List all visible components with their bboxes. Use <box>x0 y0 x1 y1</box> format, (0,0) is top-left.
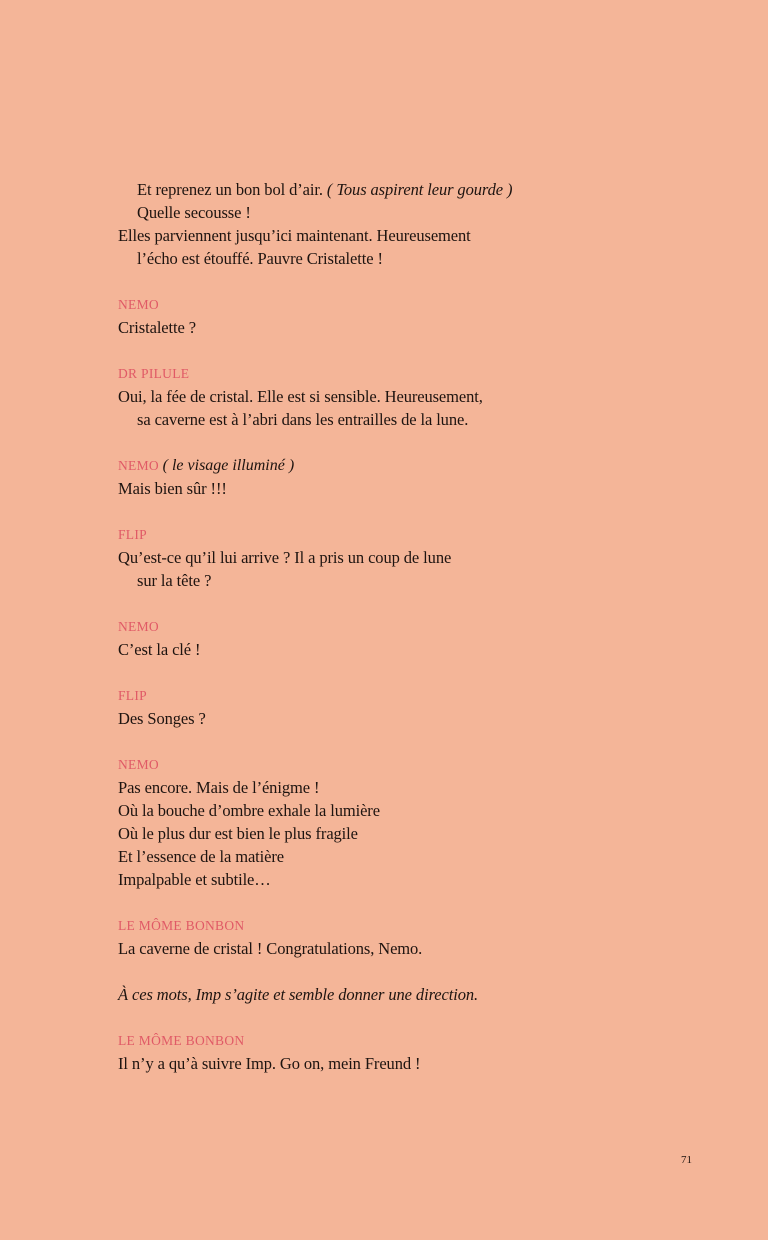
speaker-name: NEMO <box>118 619 159 634</box>
speaker-name: FLIP <box>118 688 147 703</box>
dialogue-line: Oui, la fée de cristal. Elle est si sensible. Heureusement, <box>118 387 483 406</box>
speaker-name: LE MÔME BONBON <box>118 1033 245 1048</box>
dialogue-line: l’écho est étouffé. Pauvre Cristalette ! <box>137 249 383 268</box>
dialogue-line <box>118 178 678 201</box>
script-page <box>118 178 678 1075</box>
dialogue-line: Pas encore. Mais de l’énigme ! <box>118 778 320 797</box>
speaker-with-direction <box>118 454 678 477</box>
dialogue-line: Où le plus dur est bien le plus fragile <box>118 824 358 843</box>
dialogue-line: Et l’essence de la matière <box>118 847 284 866</box>
dialogue-line: Mais bien sûr !!! <box>118 479 227 498</box>
page-number: 71 <box>681 1154 692 1166</box>
dialogue-line: Elles parviennent jusqu’ici maintenant. Heureusement <box>118 226 471 245</box>
dialogue-line: C’est la clé ! <box>118 640 201 659</box>
dialogue-line: Il n’y a qu’à suivre Imp. Go on, mein Freund ! <box>118 1054 421 1073</box>
stage-direction-inline: ( le visage illuminé ) <box>162 457 295 474</box>
dialogue-line: sa caverne est à l’abri dans les entrailles de la lune. <box>137 410 469 429</box>
stage-direction-inline: ( Tous aspirent leur gourde ) <box>326 180 513 199</box>
stage-direction: À ces mots, Imp s’agite et semble donner une direction. <box>118 985 479 1004</box>
dialogue-line: Cristalette ? <box>118 318 196 337</box>
dialogue-line: Quelle secousse ! <box>137 203 251 222</box>
dialogue-line: Qu’est-ce qu’il lui arrive ? Il a pris un coup de lune <box>118 548 452 567</box>
dialogue-line: Où la bouche d’ombre exhale la lumière <box>118 801 380 820</box>
dialogue-text: Et reprenez un bon bol d’air. <box>137 180 327 199</box>
speaker-name: FLIP <box>118 527 147 542</box>
dialogue-line: La caverne de cristal ! Congratulations, Nemo. <box>118 939 423 958</box>
speaker-name: NEMO <box>118 297 159 312</box>
dialogue-line: Impalpable et subtile… <box>118 870 271 889</box>
speaker-name: NEMO <box>118 458 159 473</box>
dialogue-line: sur la tête ? <box>137 571 212 590</box>
speaker-name: NEMO <box>118 757 159 772</box>
speaker-name: DR PILULE <box>118 366 190 381</box>
dialogue-line: Des Songes ? <box>118 709 206 728</box>
speaker-name: LE MÔME BONBON <box>118 918 245 933</box>
